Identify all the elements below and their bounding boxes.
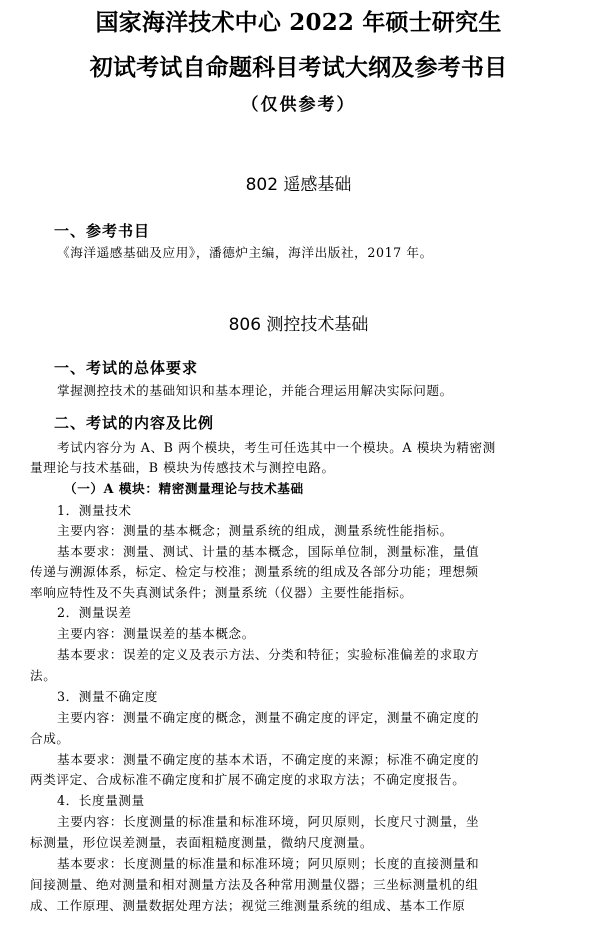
paragraph-line: 主要内容：测量误差的基本概念。 (57, 626, 255, 641)
paragraph-line: 法。 (30, 668, 57, 683)
paragraph-line: 基本要求：长度测量的标准量和标准环境；阿贝原则；长度的直接测量和 (57, 856, 480, 871)
general-requirements-heading: 一、考试的总体要求 (54, 359, 199, 377)
paragraph-line: 成、工作原理、测量数据处理方法；视觉三维测量系统的组成、基本工作原 (30, 898, 466, 913)
document-title-note: （仅供参考） (241, 95, 356, 115)
paragraph-line: 2．测量误差 (57, 605, 132, 620)
paragraph-line: 标测量，形位误差测量，表面粗糙度测量，微纳尺度测量。 (30, 835, 374, 850)
paragraph-line: 主要内容：测量的基本概念；测量系统的组成，测量系统性能指标。 (57, 523, 453, 538)
subject-806-title: 806 测控技术基础 (228, 315, 369, 335)
paragraph-line: 两类评定、合成标准不确定度和扩展不确定度的求取方法；不确定度报告。 (30, 772, 466, 787)
paragraph-line: 率响应特性及不失真测试条件；测量系统（仪器）主要性能指标。 (30, 585, 413, 600)
paragraph-line: 主要内容：测量不确定度的概念，测量不确定度的评定，测量不确定度的 (57, 710, 480, 725)
content-ratio-heading: 二、考试的内容及比例 (54, 414, 215, 432)
paragraph-line: 合成。 (30, 731, 70, 746)
paragraph-line: 基本要求：测量、测试、计量的基本概念，国际单位制，测量标准，量值 (57, 544, 480, 559)
paragraph-line: 1．测量技术 (57, 503, 132, 518)
reference-books-heading: 一、参考书目 (54, 222, 151, 240)
module-a-heading: （一）A 模块：精密测量理论与技术基础 (64, 481, 304, 496)
general-requirements-text: 掌握测控技术的基础知识和基本理论，并能合理运用解决实际问题。 (57, 383, 453, 398)
paragraph-line: 4．长度量测量 (57, 793, 145, 808)
document-title-line2: 初试考试自命题科目考试大纲及参考书目 (89, 54, 508, 81)
paragraph-line: 主要内容：长度测量的标准量和标准环境，阿贝原则，长度尺寸测量，坐 (57, 814, 480, 829)
paragraph-line: 间接测量、绝对测量和相对测量方法及各种常用测量仪器；三坐标测量机的组 (30, 877, 479, 892)
reference-book-entry: 《海洋遥感基础及应用》，潘德炉主编，海洋出版社，2017 年。 (57, 245, 433, 260)
content-intro-line1: 考试内容分为 A、B 两个模块，考生可任选其中一个模块。A 模块为精密测 (57, 440, 496, 455)
paragraph-line: 传递与溯源体系，标定、检定与校准；测量系统的组成及各部分功能；理想频 (30, 564, 479, 579)
paragraph-line: 基本要求：误差的定义及表示方法、分类和特征；实验标准偏差的求取方 (57, 647, 480, 662)
paragraph-line: 基本要求：测量不确定度的基本术语，不确定度的来源；标准不确定度的 (57, 752, 480, 767)
content-intro-line2: 量理论与技术基础，B 模块为传感技术与测控电路。 (30, 460, 335, 475)
document-title-line1: 国家海洋技术中心 2022 年硕士研究生 (95, 9, 502, 36)
paragraph-line: 3．测量不确定度 (57, 689, 158, 704)
subject-802-title: 802 遥感基础 (245, 175, 352, 195)
